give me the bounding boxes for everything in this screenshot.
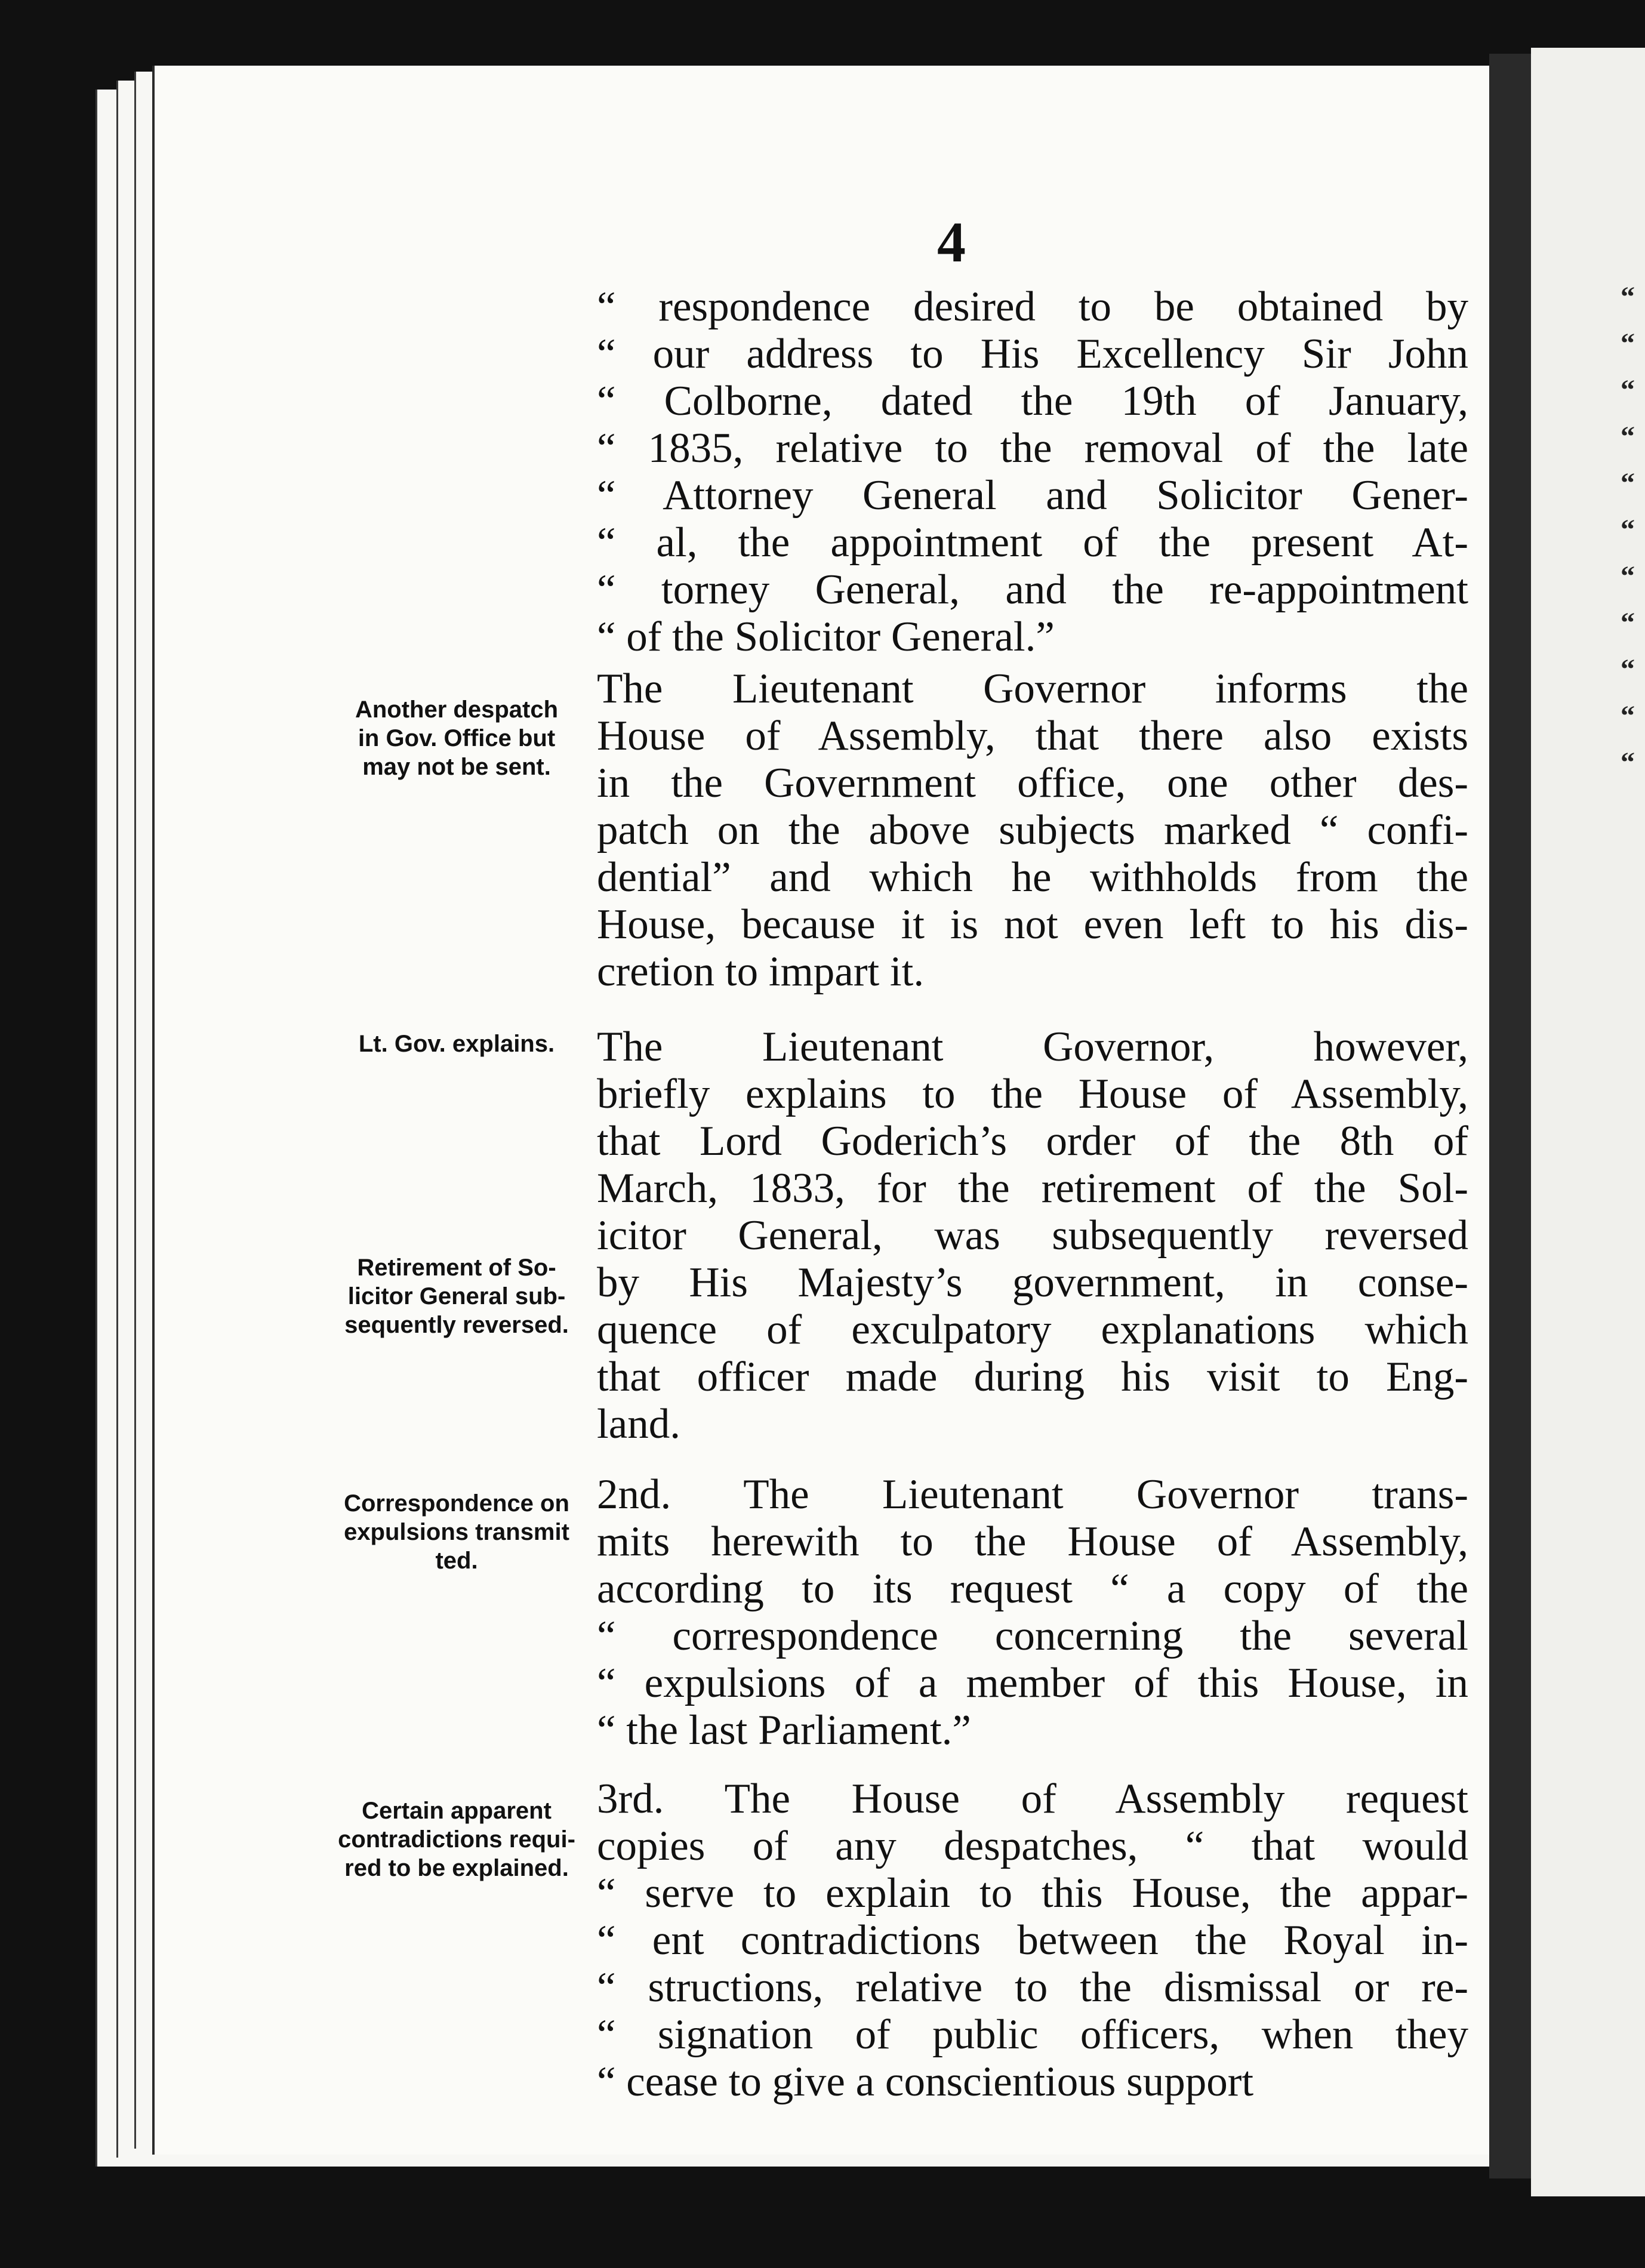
text-line: mits herewith to the House of Assembly,: [597, 1518, 1468, 1565]
text-line: “ expulsions of a member of this House, in: [597, 1660, 1468, 1706]
text-line: in the Government office, one other des-: [597, 760, 1468, 806]
margin-note-line: Certain apparent: [362, 1798, 552, 1824]
text-line: “ al, the appointment of the present At-: [597, 519, 1468, 566]
margin-note-line: contradictions requi-: [338, 1826, 575, 1853]
text-line: patch on the above subjects marked “ confi-: [597, 807, 1468, 853]
paragraph: [597, 1776, 1468, 2106]
text-line: “ serve to explain to this House, the appar-: [597, 1870, 1468, 1916]
text-line: House of Assembly, that there also exists: [597, 713, 1468, 759]
facing-page-quote-mark: “: [1621, 281, 1635, 313]
text-line: that Lord Goderich’s order of the 8th of: [597, 1118, 1468, 1164]
text-line: House, because it is not even left to his dis-: [597, 901, 1468, 948]
text-line: by His Majesty’s government, in conse-: [597, 1259, 1468, 1306]
margin-note-line: sequently reversed.: [344, 1312, 569, 1338]
text-line: cretion to impart it.: [597, 948, 925, 995]
text-line: “ correspondence concerning the several: [597, 1613, 1468, 1659]
text-line: “ the last Parliament.”: [597, 1707, 971, 1754]
text-line: “ 1835, relative to the removal of the late: [597, 425, 1468, 472]
text-line: The Lieutenant Governor, however,: [597, 1024, 1468, 1070]
text-line: dential” and which he withholds from the: [597, 854, 1468, 901]
text-line: that officer made during his visit to Eng-: [597, 1354, 1468, 1400]
text-line: briefly explains to the House of Assembly,: [597, 1071, 1468, 1117]
text-line: March, 1833, for the retirement of the Sol-: [597, 1165, 1468, 1212]
paragraph: [597, 1471, 1468, 1754]
text-line: quence of exculpatory explanations which: [597, 1306, 1468, 1353]
facing-page-quote-mark: “: [1621, 374, 1635, 406]
text-line: “ Colborne, dated the 19th of January,: [597, 378, 1468, 424]
text-line: according to its request “ a copy of the: [597, 1566, 1468, 1612]
text-line: “ of the Solicitor General.”: [597, 614, 1055, 660]
margin-note: [316, 1489, 597, 1575]
text-line: “ respondence desired to be obtained by: [597, 284, 1468, 330]
book-gutter: [1489, 54, 1531, 2178]
text-line: “ ent contradictions between the Royal in-: [597, 1917, 1468, 1964]
facing-page-quote-mark: “: [1621, 607, 1635, 639]
paragraph: [597, 284, 1468, 661]
text-line: “ cease to give a conscientious support: [597, 2059, 1254, 2105]
text-line: copies of any despatches, “ that would: [597, 1823, 1468, 1869]
text-line: land.: [597, 1401, 680, 1447]
margin-note: [316, 1030, 597, 1058]
facing-page-quote-mark: “: [1621, 700, 1635, 732]
text-line: “ our address to His Excellency Sir John: [597, 331, 1468, 377]
page-number: 4: [937, 210, 966, 274]
text-line: “ torney General, and the re-appointment: [597, 566, 1468, 613]
facing-page-quote-mark: “: [1621, 654, 1635, 685]
text-line: “ signation of public officers, when they: [597, 2011, 1468, 2058]
text-line: “ Attorney General and Solicitor Gener-: [597, 472, 1468, 519]
margin-note-line: Another despatch: [355, 697, 559, 723]
margin-note: [316, 1253, 597, 1339]
text-line: “ structions, relative to the dismissal or re-: [597, 1964, 1468, 2011]
margin-note-line: Retirement of So-: [357, 1255, 556, 1281]
margin-note-line: Correspondence on: [344, 1490, 569, 1517]
paragraph: [597, 1024, 1468, 1448]
text-line: The Lieutenant Governor informs the: [597, 665, 1468, 712]
margin-note-line: ted.: [435, 1548, 478, 1574]
facing-page-edge: [1531, 48, 1645, 2196]
facing-page-quote-mark: “: [1621, 514, 1635, 546]
facing-page-quote-mark: “: [1621, 560, 1635, 592]
margin-note-line: red to be explained.: [344, 1855, 569, 1881]
text-line: 2nd. The Lieutenant Governor trans-: [597, 1471, 1468, 1518]
facing-page-quote-mark: “: [1621, 747, 1635, 778]
facing-page-quote-mark: “: [1621, 467, 1635, 499]
margin-note-line: licitor General sub-: [347, 1283, 566, 1309]
paragraph: [597, 665, 1468, 996]
margin-note-line: Lt. Gov. explains.: [358, 1031, 555, 1057]
margin-note-line: expulsions transmit: [344, 1519, 569, 1545]
margin-note: [316, 695, 597, 781]
margin-note-line: in Gov. Office but: [358, 725, 556, 751]
facing-page-quote-mark: “: [1621, 328, 1635, 359]
margin-note: [316, 1796, 597, 1882]
text-line: icitor General, was subsequently reversed: [597, 1212, 1468, 1259]
margin-note-line: may not be sent.: [362, 754, 551, 780]
facing-page-quote-mark: “: [1621, 421, 1635, 452]
text-line: 3rd. The House of Assembly request: [597, 1776, 1468, 1822]
